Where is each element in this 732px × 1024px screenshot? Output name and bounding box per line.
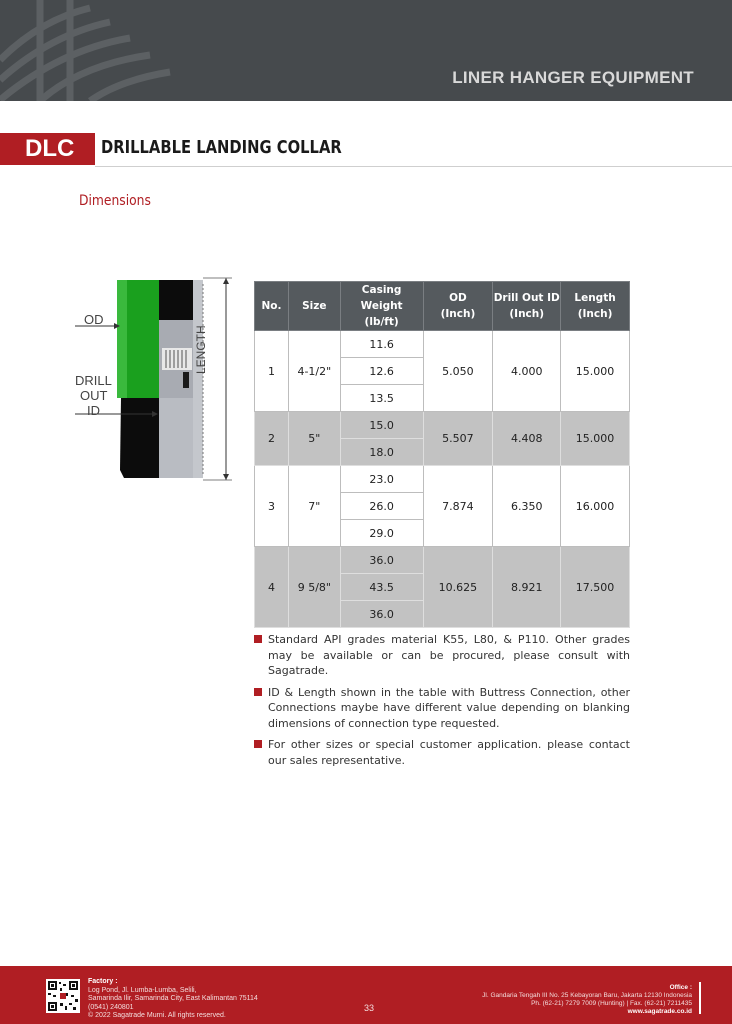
note-text: For other sizes or special customer application. please contact our sales representative. xyxy=(268,738,630,767)
col-header-drill-out-id: Drill Out ID (Inch) xyxy=(493,282,561,331)
table-row xyxy=(255,547,630,574)
drill-out-id-label-line: OUT xyxy=(80,388,108,403)
factory-line: (0541) 240801 xyxy=(88,1003,134,1011)
copyright: © 2022 Sagatrade Murni. All rights reserved. xyxy=(88,1012,226,1019)
cell-weight: 11.6 xyxy=(340,331,423,358)
cell-od: 7.874 xyxy=(423,466,493,547)
cell-weight: 13.5 xyxy=(340,385,423,412)
header-title: LINER HANGER EQUIPMENT xyxy=(452,68,694,87)
table-row xyxy=(255,331,630,358)
note-item xyxy=(254,737,630,768)
page-footer xyxy=(0,966,732,1024)
cell-weight: 36.0 xyxy=(340,547,423,574)
title-divider xyxy=(95,166,732,167)
page-number: 33 xyxy=(364,1003,375,1013)
drill-out-id-label-line: ID xyxy=(87,403,100,418)
col-header-size: Size xyxy=(288,282,340,331)
office-line: Ph. (62-21) 7279 7009 (Hunting) | Fax. (62-21) 7211435 xyxy=(531,1000,692,1007)
cell-weight: 29.0 xyxy=(340,520,423,547)
note-text: Standard API grades material K55, L80, & P110. Other grades may be available or can be procured, please consult with Sagatrade. xyxy=(268,633,630,677)
factory-address xyxy=(88,978,258,1021)
red-square-bullet-icon xyxy=(254,740,262,748)
note-text: ID & Length shown in the table with Buttress Connection, other Connections maybe have different value depending on blanking dimensions of connection type requested. xyxy=(268,685,630,730)
cell-length: 16.000 xyxy=(561,466,630,547)
table-row xyxy=(255,412,630,439)
cell-od: 5.507 xyxy=(423,412,493,466)
cell-weight: 15.0 xyxy=(340,412,423,439)
notes-list xyxy=(254,632,630,774)
page-header xyxy=(0,0,732,101)
cell-length: 15.000 xyxy=(561,331,630,412)
od-label: OD xyxy=(84,312,104,327)
cell-weight: 36.0 xyxy=(340,601,423,628)
drill-out-id-label-line: DRILL xyxy=(75,373,112,388)
cell-size: 7" xyxy=(288,466,340,547)
cell-weight: 18.0 xyxy=(340,439,423,466)
red-square-bullet-icon xyxy=(254,688,262,696)
cell-od: 5.050 xyxy=(423,331,493,412)
cell-length: 15.000 xyxy=(561,412,630,466)
cell-no: 2 xyxy=(255,412,289,466)
cell-length: 17.500 xyxy=(561,547,630,628)
website-link[interactable]: www.sagatrade.co.id xyxy=(627,1008,692,1015)
cell-drill-out-id: 8.921 xyxy=(493,547,561,628)
landing-collar-diagram xyxy=(70,270,245,490)
cell-drill-out-id: 6.350 xyxy=(493,466,561,547)
table-row xyxy=(255,466,630,493)
cell-weight: 23.0 xyxy=(340,466,423,493)
col-header-od: OD (Inch) xyxy=(423,282,493,331)
collar-pin xyxy=(120,398,159,478)
drill-out-id-label xyxy=(75,373,112,418)
dimensions-table xyxy=(254,281,630,628)
factory-line: Samarinda Ilir, Samarinda City, East Kalimantan 75114 xyxy=(88,995,258,1002)
cell-weight: 26.0 xyxy=(340,493,423,520)
company-logo-watermark xyxy=(0,0,180,101)
product-code-badge: DLC xyxy=(0,133,95,165)
col-header-length: Length (Inch) xyxy=(561,282,630,331)
note-item xyxy=(254,685,630,732)
note-item xyxy=(254,632,630,679)
factory-line: Log Pond, Jl. Lumba-Lumba, Selili, xyxy=(88,986,197,994)
cell-no: 4 xyxy=(255,547,289,628)
col-header-casing-weight: Casing Weight (lb/ft) xyxy=(340,282,423,331)
footer-divider xyxy=(699,982,701,1014)
cell-no: 3 xyxy=(255,466,289,547)
cell-drill-out-id: 4.408 xyxy=(493,412,561,466)
red-square-bullet-icon xyxy=(254,635,262,643)
cell-weight: 43.5 xyxy=(340,574,423,601)
cell-size: 5" xyxy=(288,412,340,466)
cell-drill-out-id: 4.000 xyxy=(493,331,561,412)
table-header-row xyxy=(255,282,630,331)
factory-label: Factory : xyxy=(88,978,118,985)
length-label: LENGTH xyxy=(194,325,208,374)
office-label: Office : xyxy=(669,984,692,991)
cell-size: 4-1/2" xyxy=(288,331,340,412)
section-subtitle: Dimensions xyxy=(79,193,151,209)
cell-size: 9 5/8" xyxy=(288,547,340,628)
office-line: Jl. Gandaria Tengah III No. 25 Kebayoran Baru, Jakarta 12130 Indonesia xyxy=(482,992,692,999)
qr-code-icon xyxy=(46,979,80,1013)
cell-no: 1 xyxy=(255,331,289,412)
office-address xyxy=(482,984,692,1016)
product-title: DRILLABLE LANDING COLLAR xyxy=(101,137,342,158)
col-header-no: No. xyxy=(255,282,289,331)
cell-weight: 12.6 xyxy=(340,358,423,385)
cell-od: 10.625 xyxy=(423,547,493,628)
